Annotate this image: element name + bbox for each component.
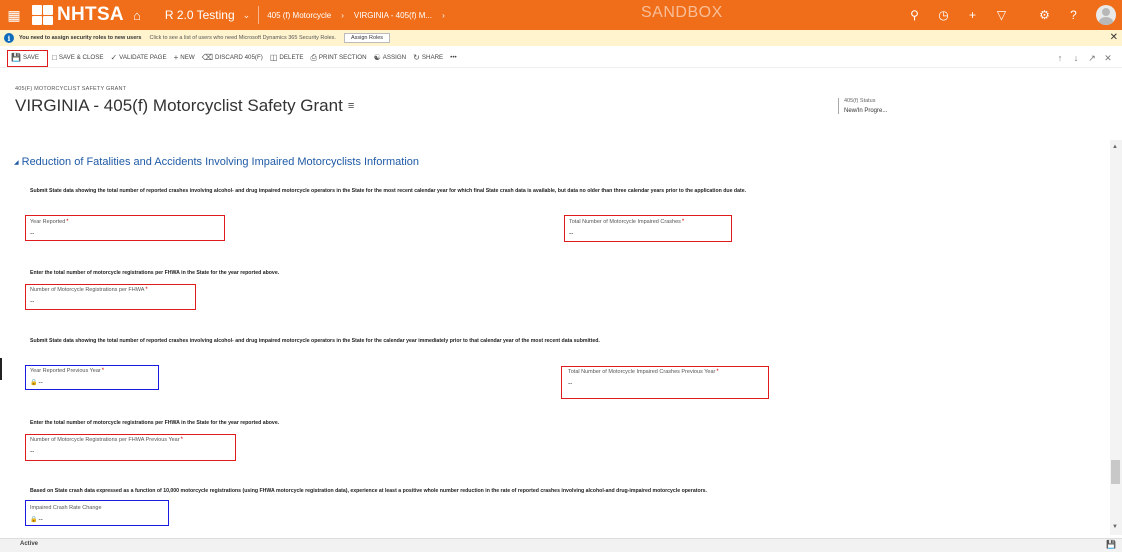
status-label: 405(f) Status <box>844 98 876 104</box>
close-icon[interactable]: ✕ <box>1104 52 1112 63</box>
status-footer <box>0 538 1122 552</box>
collapse-icon[interactable]: ◢ <box>14 159 19 166</box>
info-icon: i <box>4 33 14 43</box>
save-close-label: SAVE & CLOSE <box>58 54 104 61</box>
gear-icon[interactable]: ⚙ <box>1039 8 1050 22</box>
avatar[interactable] <box>1096 5 1116 25</box>
breadcrumb-entity[interactable]: 405 (f) Motorcycle <box>267 10 332 20</box>
total-impaired-crashes-previous-field[interactable] <box>568 369 719 387</box>
share-label: SHARE <box>421 54 444 61</box>
notification-bar <box>0 30 1122 46</box>
discard-label: DISCARD 405(F) <box>215 54 263 61</box>
year-reported-previous-value: -- <box>38 379 43 386</box>
breadcrumb-record[interactable]: VIRGINIA - 405(f) M... <box>353 10 433 20</box>
notification-description[interactable]: Click to see a list of users who need Microsoft Dynamics 365 Security Roles. <box>149 35 336 41</box>
page-title <box>15 96 354 116</box>
form-selector-icon[interactable]: ≡ <box>347 100 355 112</box>
field-label: Total Number of Motorcycle Impaired Crashes <box>569 219 681 225</box>
instruction-text: Submit State data showing the total number of reported crashes involving alcohol- and drug impaired motorcycle operators in the State for the calendar year immediately prior to that calendar year of the most recent data submitted. <box>30 338 600 344</box>
save-icon[interactable]: 💾 <box>1106 540 1116 549</box>
save-button-highlight <box>7 50 48 67</box>
chevron-right-icon: › <box>341 10 344 20</box>
status-value: New/In Progre... <box>844 108 888 114</box>
instruction-text: Enter the total number of motorcycle registrations per FHWA in the State for the year reported above. <box>30 270 280 276</box>
impaired-crash-rate-change-value: -- <box>38 516 43 523</box>
record-status: Active <box>20 541 39 547</box>
notification-title: You need to assign security roles to new users <box>19 35 142 41</box>
record-navigation <box>1052 48 1116 68</box>
section-title-text: Reduction of Fatalities and Accidents Involving Impaired Motorcyclists Information <box>21 156 420 168</box>
scroll-up-icon[interactable]: ▲ <box>1112 144 1118 150</box>
help-icon[interactable]: ? <box>1070 8 1077 22</box>
total-impaired-crashes-value[interactable]: -- <box>569 230 574 237</box>
share-icon: ↻ <box>413 53 420 62</box>
validate-icon: ✓ <box>110 53 118 62</box>
discard-button[interactable] <box>202 53 263 62</box>
year-reported-previous-field <box>30 368 104 386</box>
assign-roles-button[interactable]: Assign Roles <box>344 33 390 43</box>
entity-type-label: 405(F) MOTORCYCLIST SAFETY GRANT <box>15 86 127 92</box>
page-title-text: VIRGINIA - 405(f) Motorcyclist Safety Grant <box>15 96 343 115</box>
command-bar <box>0 48 1122 68</box>
required-marker: * <box>716 369 719 375</box>
save-close-icon: □ <box>52 53 57 62</box>
printer-icon: ⎙ <box>310 52 317 62</box>
total-impaired-crashes-previous-value[interactable]: -- <box>568 380 573 387</box>
history-icon[interactable]: ◷ <box>938 8 949 22</box>
section-title[interactable] <box>14 156 419 168</box>
registrations-fhwa-previous-field[interactable] <box>30 437 183 455</box>
arrow-up-icon[interactable]: ↑ <box>1057 53 1063 63</box>
field-label: Number of Motorcycle Registrations per FHWA <box>30 287 145 293</box>
required-marker: * <box>180 437 183 443</box>
required-marker: * <box>145 287 148 293</box>
expand-icon[interactable]: ↗ <box>1088 52 1096 63</box>
scrollbar-thumb[interactable] <box>1111 460 1120 484</box>
breadcrumb <box>267 11 455 20</box>
field-label: Year Reported <box>30 219 66 225</box>
home-icon[interactable]: ⌂ <box>132 7 141 23</box>
instruction-text: Enter the total number of motorcycle registrations per FHWA in the State for the year reported above. <box>30 420 280 426</box>
registrations-fhwa-field[interactable] <box>30 287 148 305</box>
plus-icon[interactable]: + <box>968 8 976 22</box>
filter-icon[interactable]: ▽ <box>996 8 1007 22</box>
app-name[interactable] <box>165 8 250 22</box>
close-icon[interactable]: ✕ <box>1109 32 1118 43</box>
save-close-button[interactable] <box>52 53 103 62</box>
assign-label: ASSIGN <box>382 54 407 61</box>
assign-button[interactable] <box>374 53 407 62</box>
required-marker: * <box>101 368 105 374</box>
validate-page-button[interactable] <box>110 53 166 62</box>
field-label: Number of Motorcycle Registrations per FHWA Previous Year <box>30 437 180 443</box>
registrations-fhwa-value[interactable]: -- <box>30 298 35 305</box>
instruction-text: Submit State data showing the total number of reported crashes involving alcohol- and drug impaired motorcycle operators in the State for the most recent calendar year for which final State crash data is available, but data no older than three calendar years prior to the application due date. <box>30 188 747 194</box>
app-name-label: R 2.0 Testing <box>164 8 235 22</box>
required-marker: * <box>681 219 685 225</box>
validate-label: VALIDATE PAGE <box>119 54 167 61</box>
nhtsa-logo <box>28 0 128 30</box>
year-reported-value[interactable]: -- <box>30 230 35 237</box>
scroll-down-icon[interactable]: ▼ <box>1112 524 1118 530</box>
delete-label: DELETE <box>279 54 304 61</box>
app-launcher-icon[interactable]: ▦ <box>7 6 21 23</box>
search-icon[interactable]: ⚲ <box>910 8 919 22</box>
save-label: SAVE <box>22 54 40 61</box>
status-header-field <box>838 98 887 114</box>
assign-icon: ☯ <box>373 53 381 62</box>
top-icon-group <box>900 0 1122 30</box>
arrow-down-icon[interactable]: ↓ <box>1073 53 1079 63</box>
environment-label: SANDBOX <box>641 4 723 21</box>
registrations-fhwa-previous-value[interactable]: -- <box>30 448 35 455</box>
total-impaired-crashes-field[interactable] <box>569 219 684 237</box>
chevron-down-icon: ⌄ <box>242 9 251 20</box>
top-navigation-bar <box>0 0 1122 30</box>
more-label: ••• <box>450 54 457 61</box>
new-button[interactable] <box>174 53 195 62</box>
field-label: Year Reported Previous Year <box>30 368 101 374</box>
chevron-right-icon: › <box>442 10 445 20</box>
year-reported-field[interactable] <box>30 219 69 237</box>
lock-icon: 🔒 <box>30 380 38 386</box>
logo-text: NHTSA <box>57 4 124 25</box>
breadcrumb-divider <box>258 6 259 24</box>
logo-emblem-icon <box>32 5 54 25</box>
print-label: PRINT SECTION <box>318 54 367 61</box>
save-icon: 💾 <box>11 53 21 62</box>
field-label: Impaired Crash Rate Change <box>30 505 102 511</box>
discard-icon: ⌫ <box>201 53 214 62</box>
required-marker: * <box>66 219 69 225</box>
share-button[interactable] <box>413 53 443 62</box>
lock-icon: 🔒 <box>30 517 38 523</box>
delete-button[interactable] <box>270 53 304 62</box>
instruction-text: Based on State crash data expressed as a function of 10,000 motorcycle registrations (using FHWA motorcycle registration data), experience at least a positive whole number reduction in the rate of reported crashes involving alcohol-and drug-impaired motorcycle operators. <box>30 488 707 494</box>
print-section-button[interactable] <box>310 53 366 63</box>
more-commands-button[interactable] <box>450 54 457 61</box>
left-edge-marker <box>0 358 2 380</box>
new-label: NEW <box>180 54 195 61</box>
field-label: Total Number of Motorcycle Impaired Crashes Previous Year <box>568 369 716 375</box>
plus-icon: + <box>173 53 179 62</box>
trash-icon: ◫ <box>269 53 278 62</box>
impaired-crash-rate-change-field <box>30 505 102 523</box>
